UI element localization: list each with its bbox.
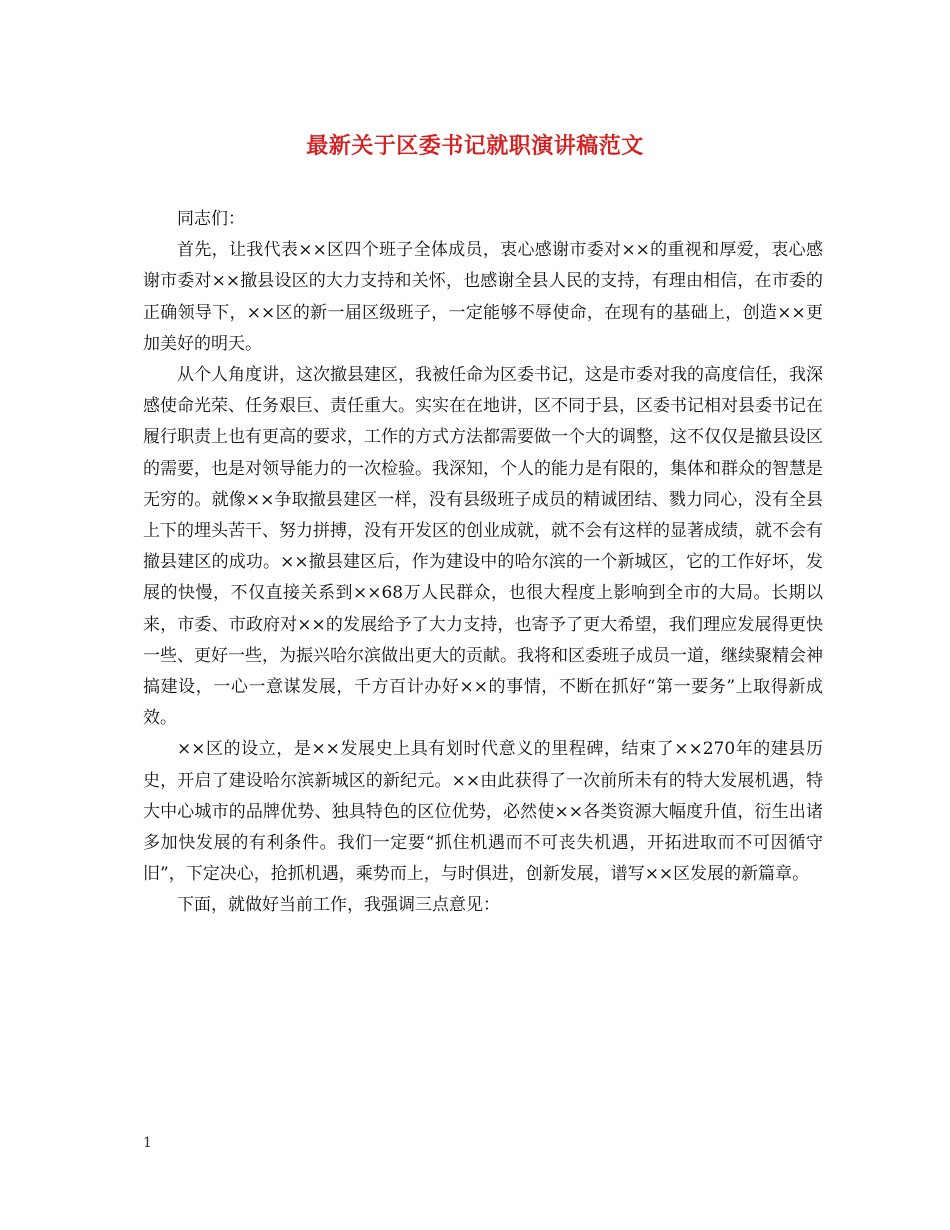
paragraph: 首先，让我代表××区四个班子全体成员，衷心感谢市委对××的重视和厚爱，衷心感谢市委对××撤县设区的大力支持和关怀，也感谢全县人民的支持，有理由相信，在市委的正确领导下，××区的新一届区级班子，一定能够不辱使命，在现有的基础上，创造××更加美好的明天。 (143, 240, 823, 354)
paragraph: 下面，就做好当前工作，我强调三点意见： (177, 895, 500, 916)
page-number: 1 (143, 1135, 152, 1151)
paragraph-salutation: 同志们： (177, 209, 245, 229)
document-title: 最新关于区委书记就职演讲稿范文 (306, 133, 644, 159)
paragraph: 从个人角度讲，这次撤县建区，我被任命为区委书记，这是市委对我的高度信任，我深感使命光荣、任务艰巨、责任重大。实实在在地讲，区不同于县，区委书记相对县委书记在履行职责上也有更高的要求，工作的方式方法都需要做一个大的调整，这不仅仅是撤县设区的需要，也是对领导能力的一次检验。我深知，个人的能力是有限的，集体和群众的智慧是无穷的。就像××争取撤县建区一样，没有县级班子成员的精诚团结、戮力同心，没有全县上下的埋头苦干、努力拼搏，没有开发区的创业成就，就不会有这样的显著成绩，就不会有撤县建区的成功。××撤县建区后，作为建设中的哈尔滨的一个新城区，它的工作好坏，发展的快慢，不仅直接关系到××68万人民群众，也很大程度上影响到全市的大局。长期以来，市委、市政府对××的发展给予了大力支持，也寄予了更大希望，我们理应发展得更快一些、更好一些，为振兴哈尔滨做出更大的贡献。我将和区委班子成员一道，继续聚精会神搞建设，一心一意谋发展，千方百计办好××的事情，不断在抓好“第一要务”上取得新成效。 (143, 365, 823, 729)
document-body (143, 204, 823, 922)
paragraph: ××区的设立，是××发展史上具有划时代意义的里程碑，结束了××270年的建县历史，开启了建设哈尔滨新城区的新纪元。××由此获得了一次前所未有的特大发展机遇，特大中心城市的品牌优势、独具特色的区位优势，必然使××各类资源大幅度升值，衍生出诸多加快发展的有利条件。我们一定要“抓住机遇而不可丧失机遇，开拓进取而不可因循守旧”，下定决心，抢抓机遇，乘势而上，与时俱进，创新发展，谱写××区发展的新篇章。 (143, 739, 823, 885)
